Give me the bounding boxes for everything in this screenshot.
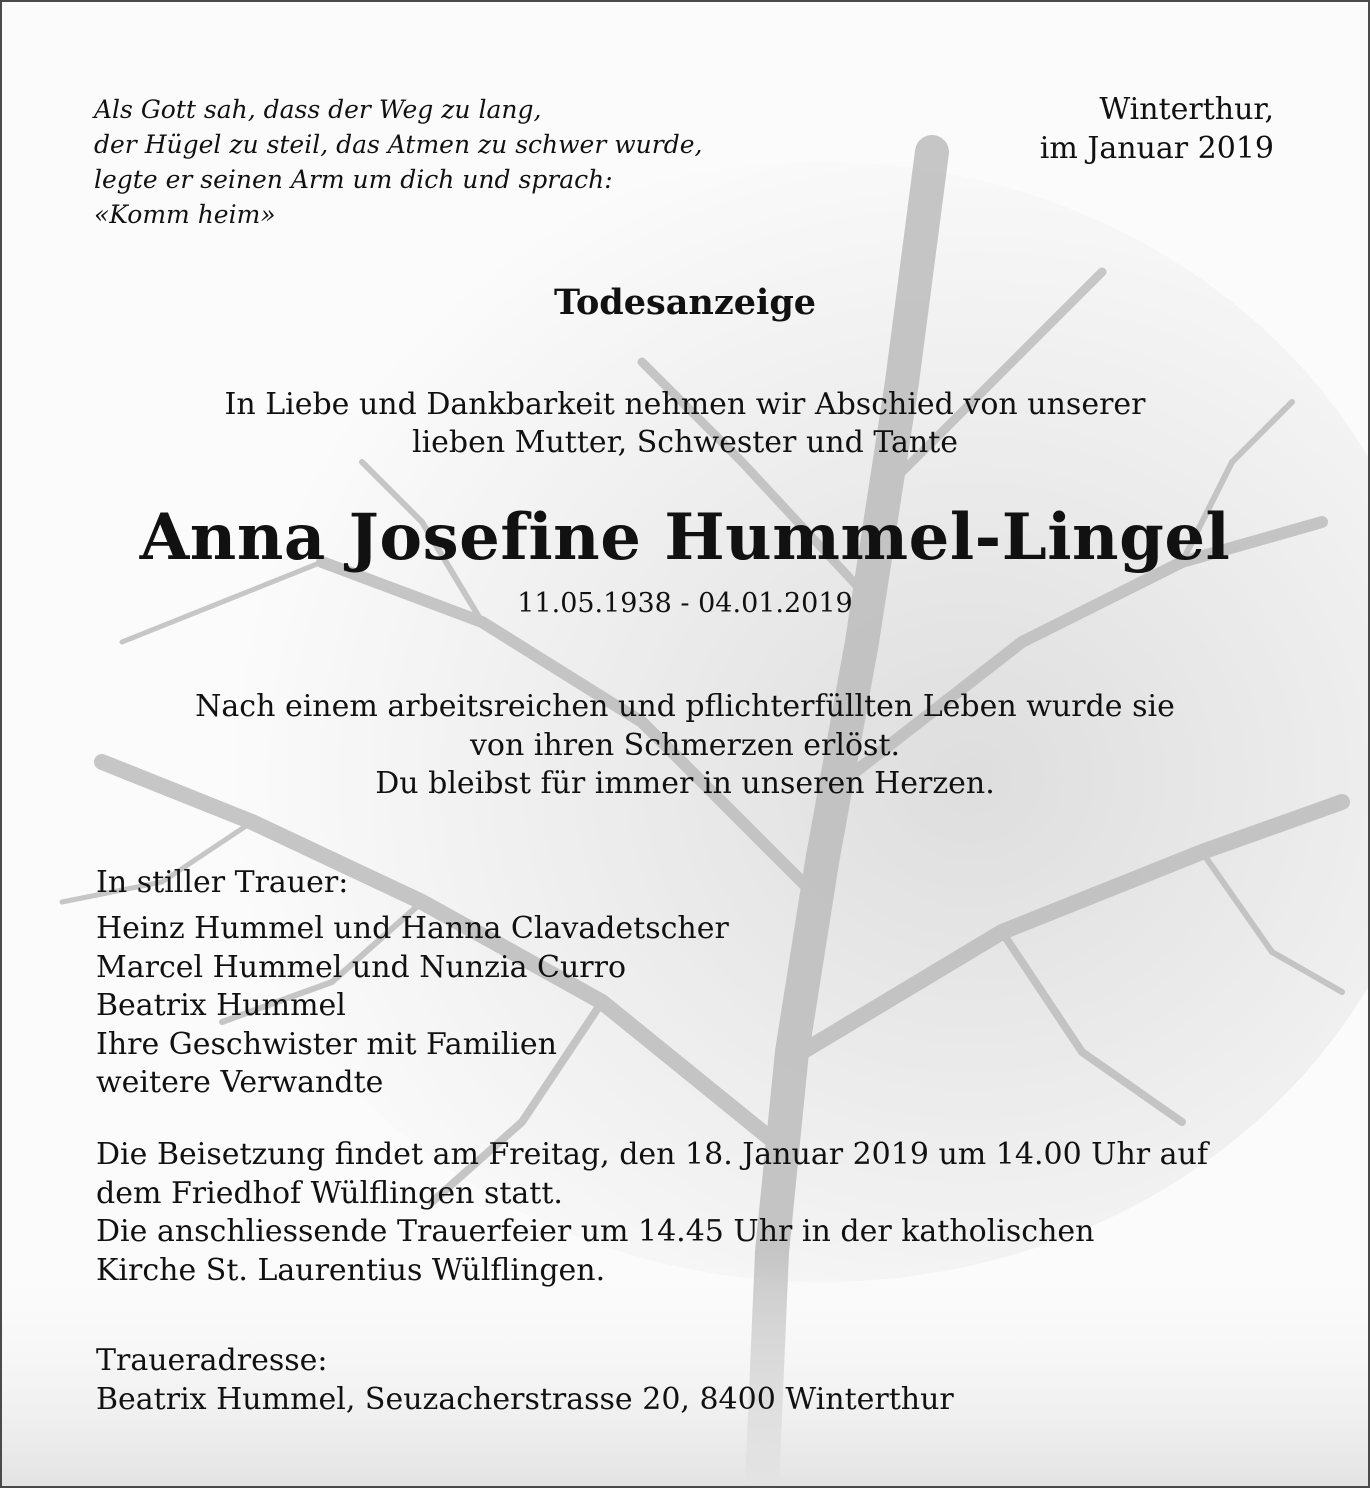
mourner-name: Beatrix Hummel [96, 988, 346, 1023]
intro-text [2, 386, 1368, 462]
life-dates: 11.05.1938 - 04.01.2019 [517, 588, 853, 619]
message-line: Nach einem arbeitsreichen und pflichterfüllten Leben wurde sie [195, 689, 1175, 724]
funeral-line: Die anschliessende Trauerfeier um 14.45 Uhr in der katholischen [96, 1214, 1095, 1249]
intro-line: In Liebe und Dankbarkeit nehmen wir Abschied von unserer [224, 387, 1146, 422]
condolence-address [96, 1342, 954, 1419]
notice-title: Todesanzeige [553, 282, 817, 323]
mourner-name: Heinz Hummel und Hanna Clavadetscher [96, 911, 729, 946]
funeral-line: dem Friedhof Wülflingen statt. [96, 1175, 563, 1211]
place: Winterthur, [1099, 92, 1274, 127]
funeral-line: Kirche St. Laurentius Wülflingen. [96, 1252, 606, 1288]
funeral-line: Die Beisetzung findet am Freitag, den 18. Januar 2019 um 14.00 Uhr auf [96, 1137, 1208, 1172]
mourners-heading: In stiller Trauer: [96, 865, 349, 900]
place-and-date [1040, 90, 1274, 168]
mourner-name: Ihre Geschwister mit Familien [96, 1026, 558, 1062]
poem-line: legte er seinen Arm um dich und sprach: [94, 165, 613, 194]
mourner-name: Marcel Hummel und Nunzia Curro [96, 949, 627, 985]
poem-line: Als Gott sah, dass der Weg zu lang, [94, 95, 542, 124]
poem-verse [94, 92, 702, 232]
address-value: Beatrix Hummel, Seuzacherstrasse 20, 8400 Winterthur [96, 1381, 954, 1417]
poem-line: «Komm heim» [94, 200, 276, 229]
mourner-name: weitere Verwandte [96, 1065, 384, 1100]
address-heading: Traueradresse: [96, 1343, 328, 1378]
intro-line: lieben Mutter, Schwester und Tante [411, 425, 959, 460]
date: im Januar 2019 [1039, 131, 1274, 166]
message-line: von ihren Schmerzen erlöst. [469, 727, 901, 763]
mourners-list [96, 910, 729, 1103]
message-line: Du bleibst für immer in unseren Herzen. [375, 766, 995, 801]
memorial-message [2, 688, 1368, 804]
funeral-details [96, 1136, 1208, 1290]
poem-line: der Hügel zu steil, das Atmen zu schwer wurde, [94, 130, 703, 159]
deceased-name: Anna Josefine Hummel-Lingel [139, 500, 1231, 575]
